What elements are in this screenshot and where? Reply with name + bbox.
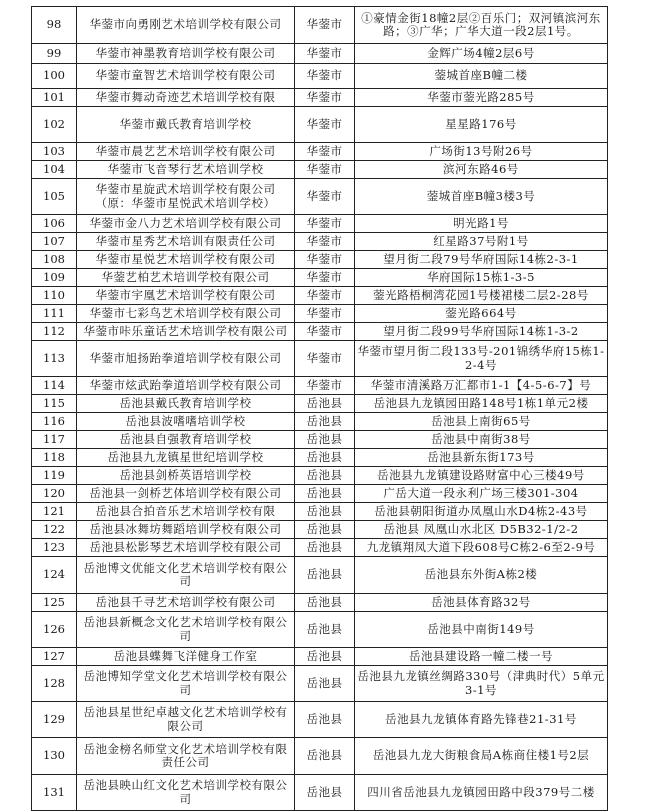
table-row — [32, 648, 608, 666]
table-row — [32, 666, 608, 702]
address: 滨河东路46号 — [355, 161, 608, 179]
institution-name: 华蓥市神墨教育培训学校有限公司 — [77, 44, 295, 64]
district: 华蓥市 — [295, 64, 355, 89]
address: 岳池县中南街149号 — [355, 612, 608, 648]
row-number: 100 — [32, 64, 77, 89]
row-number: 98 — [32, 7, 77, 44]
address: 望月街二段79号华府国际14栋2-3-1 — [355, 251, 608, 269]
institution-name: 岳池县合拍音乐艺术培训学校有限 — [77, 503, 295, 521]
address: 华蓥市蓥光路285号 — [355, 89, 608, 107]
address: 岳池县九龙镇建设路财富中心三楼49号 — [355, 467, 608, 485]
row-number: 130 — [32, 738, 77, 775]
address: 星星路176号 — [355, 107, 608, 143]
institution-name: 岳池金榜名师堂文化艺术培训学校有限责任公司 — [77, 738, 295, 775]
address: 岳池县九龙大街粮食局A栋商住楼1号2层 — [355, 738, 608, 775]
address: 华蓥市清溪路万汇都市1-1【4-5-6-7】号 — [355, 377, 608, 395]
row-number: 121 — [32, 503, 77, 521]
address: 蓥光路664号 — [355, 305, 608, 323]
address: 岳池县东外街A栋2楼 — [355, 557, 608, 594]
table-row — [32, 485, 608, 503]
institution-name: 华蓥市星悦艺术培训学校有限公司 — [77, 251, 295, 269]
institution-name: 华蓥市旭扬跆拳道培训学校有限公司 — [77, 341, 295, 377]
row-number: 101 — [32, 89, 77, 107]
table-row — [32, 269, 608, 287]
table-row — [32, 612, 608, 648]
district: 华蓥市 — [295, 107, 355, 143]
address: 九龙镇翔凤大道下段608号C栋2-6至2-9号 — [355, 539, 608, 557]
address: 望月街二段99号华府国际14栋1-3-2 — [355, 323, 608, 341]
district: 华蓥市 — [295, 269, 355, 287]
district: 华蓥市 — [295, 377, 355, 395]
institution-name: 华蓥市星旋武术培训学校有限公司（原：华蓥市星悦武术培训学校） — [77, 179, 295, 215]
address: 岳池县 凤凰山水北区 D5B32-1/2-2 — [355, 521, 608, 539]
row-number: 103 — [32, 143, 77, 161]
district: 岳池县 — [295, 648, 355, 666]
table-row — [32, 7, 608, 44]
row-number: 111 — [32, 305, 77, 323]
table-row — [32, 107, 608, 143]
address: 岳池县朝阳街道办凤凰山水D4栋2-43号 — [355, 503, 608, 521]
district: 岳池县 — [295, 467, 355, 485]
institution-name: 岳池博知学堂文化艺术培训学校有限公司 — [77, 666, 295, 702]
table-row — [32, 521, 608, 539]
row-number: 104 — [32, 161, 77, 179]
table-row — [32, 305, 608, 323]
district: 岳池县 — [295, 395, 355, 413]
institution-name: 华蓥市童智艺术培训学校有限公司 — [77, 64, 295, 89]
district: 华蓥市 — [295, 161, 355, 179]
institution-name: 华蓥艺柏艺术培训学校有限公司 — [77, 269, 295, 287]
address: 岳池县新东街173号 — [355, 449, 608, 467]
institution-name: 岳池县星世纪卓越文化艺术培训学校有限公司 — [77, 702, 295, 738]
address: 蓥光路梧桐湾花园1号楼裙楼二层2-28号 — [355, 287, 608, 305]
institution-name: 岳池县映山红文化艺术培训学校有限公司 — [77, 775, 295, 811]
district: 华蓥市 — [295, 323, 355, 341]
institution-name: 岳池县松影琴艺术培训学校有限公司 — [77, 539, 295, 557]
row-number: 114 — [32, 377, 77, 395]
row-number: 106 — [32, 215, 77, 233]
institution-name: 华蓥市宇凰艺术培训学校有限公司 — [77, 287, 295, 305]
institution-name: 岳池县戴氏教育培训学校 — [77, 395, 295, 413]
row-number: 127 — [32, 648, 77, 666]
institution-name: 华蓥市舞动奇迹艺术培训学校有限 — [77, 89, 295, 107]
institution-name: 华蓥市向勇刚艺术培训学校有限公司 — [77, 7, 295, 44]
table-row — [32, 377, 608, 395]
institution-name: 华蓥市晨艺艺术培训学校有限公司 — [77, 143, 295, 161]
institution-name: 华蓥市炫武跆拳道培训学校有限公司 — [77, 377, 295, 395]
address: 华蓥市望月街二段133号-201锦绣华府15栋1-2-4号 — [355, 341, 608, 377]
row-number: 113 — [32, 341, 77, 377]
row-number: 120 — [32, 485, 77, 503]
table-row — [32, 179, 608, 215]
row-number: 109 — [32, 269, 77, 287]
district: 岳池县 — [295, 485, 355, 503]
institution-name: 岳池县剑桥英语培训学校 — [77, 467, 295, 485]
row-number: 122 — [32, 521, 77, 539]
district: 岳池县 — [295, 449, 355, 467]
district: 华蓥市 — [295, 179, 355, 215]
address: 明光路1号 — [355, 215, 608, 233]
table-row — [32, 251, 608, 269]
district: 华蓥市 — [295, 215, 355, 233]
institution-table-body — [32, 7, 608, 811]
address: 岳池县体育路32号 — [355, 594, 608, 612]
address: 岳池县中南街38号 — [355, 431, 608, 449]
institution-name: 华蓥市飞音琴行艺术培训学校 — [77, 161, 295, 179]
district: 岳池县 — [295, 557, 355, 594]
table-row — [32, 143, 608, 161]
row-number: 115 — [32, 395, 77, 413]
table-row — [32, 738, 608, 775]
address: 蓥城首座B幢3楼3号 — [355, 179, 608, 215]
district: 华蓥市 — [295, 233, 355, 251]
table-row — [32, 775, 608, 811]
district: 岳池县 — [295, 521, 355, 539]
row-number: 131 — [32, 775, 77, 811]
address: 金辉广场4幢2层6号 — [355, 44, 608, 64]
row-number: 118 — [32, 449, 77, 467]
district: 岳池县 — [295, 775, 355, 811]
table-row — [32, 449, 608, 467]
institution-name: 岳池县冰舞坊舞蹈培训学校有限公司 — [77, 521, 295, 539]
row-number: 110 — [32, 287, 77, 305]
institution-name: 岳池县一剑桥艺体培训学校有限公司 — [77, 485, 295, 503]
district: 华蓥市 — [295, 44, 355, 64]
district: 华蓥市 — [295, 89, 355, 107]
table-row — [32, 44, 608, 64]
district: 岳池县 — [295, 594, 355, 612]
institution-name: 岳池县自强教育培训学校 — [77, 431, 295, 449]
district: 岳池县 — [295, 702, 355, 738]
row-number: 102 — [32, 107, 77, 143]
institution-name: 岳池县千寻艺术培训学校有限公司 — [77, 594, 295, 612]
institution-name: 华蓥市星秀艺术培训有限责任公司 — [77, 233, 295, 251]
institution-name: 华蓥市七彩鸟艺术培训学校有限公司 — [77, 305, 295, 323]
address: ①豪情金街18幢2层②百乐门；双河镇滨河东路；③广华；广华大道一段2层1号。 — [355, 7, 608, 44]
district: 岳池县 — [295, 431, 355, 449]
district: 岳池县 — [295, 738, 355, 775]
address: 华府国际15栋1-3-5 — [355, 269, 608, 287]
row-number: 108 — [32, 251, 77, 269]
table-row — [32, 395, 608, 413]
table-row — [32, 557, 608, 594]
table-row — [32, 702, 608, 738]
row-number: 116 — [32, 413, 77, 431]
institution-name: 岳池县蝶舞飞洋健身工作室 — [77, 648, 295, 666]
row-number: 119 — [32, 467, 77, 485]
row-number: 129 — [32, 702, 77, 738]
district: 岳池县 — [295, 666, 355, 702]
address: 岳池县九龙镇丝绸路330号（津典时代）5单元3-1号 — [355, 666, 608, 702]
row-number: 124 — [32, 557, 77, 594]
institution-table — [31, 6, 608, 811]
row-number: 126 — [32, 612, 77, 648]
table-row — [32, 594, 608, 612]
table-row — [32, 89, 608, 107]
address: 岳池县九龙镇园田路148号1栋1单元2楼 — [355, 395, 608, 413]
institution-name: 华蓥市戴氏教育培训学校 — [77, 107, 295, 143]
table-row — [32, 341, 608, 377]
address: 四川省岳池县九龙镇园田路中段379号二楼 — [355, 775, 608, 811]
institution-name: 岳池县新概念文化艺术培训学校有限公司 — [77, 612, 295, 648]
address: 广场街13号附26号 — [355, 143, 608, 161]
district: 华蓥市 — [295, 7, 355, 44]
district: 岳池县 — [295, 612, 355, 648]
district: 华蓥市 — [295, 305, 355, 323]
row-number: 117 — [32, 431, 77, 449]
table-row — [32, 413, 608, 431]
address: 岳池县上南街65号 — [355, 413, 608, 431]
table-row — [32, 431, 608, 449]
address: 岳池县建设路一幢二楼一号 — [355, 648, 608, 666]
table-row — [32, 233, 608, 251]
table-row — [32, 161, 608, 179]
institution-name: 华蓥市咔乐童话艺术培训学校有限公司 — [77, 323, 295, 341]
row-number: 107 — [32, 233, 77, 251]
institution-name: 岳池县波嗜嗜培训学校 — [77, 413, 295, 431]
district: 华蓥市 — [295, 341, 355, 377]
table-row — [32, 539, 608, 557]
table-row — [32, 467, 608, 485]
district: 岳池县 — [295, 503, 355, 521]
district: 华蓥市 — [295, 287, 355, 305]
district: 岳池县 — [295, 413, 355, 431]
district: 华蓥市 — [295, 143, 355, 161]
row-number: 112 — [32, 323, 77, 341]
address: 广岳大道一段永利广场三楼301-304 — [355, 485, 608, 503]
table-row — [32, 323, 608, 341]
table-row — [32, 64, 608, 89]
district: 华蓥市 — [295, 251, 355, 269]
address: 红星路37号附1号 — [355, 233, 608, 251]
row-number: 99 — [32, 44, 77, 64]
row-number: 125 — [32, 594, 77, 612]
institution-name: 岳池县九龙镇星世纪培训学校 — [77, 449, 295, 467]
table-row — [32, 503, 608, 521]
row-number: 128 — [32, 666, 77, 702]
table-row — [32, 215, 608, 233]
row-number: 105 — [32, 179, 77, 215]
table-row — [32, 287, 608, 305]
row-number: 123 — [32, 539, 77, 557]
institution-name: 华蓥市金八力艺术培训学校有限公司 — [77, 215, 295, 233]
institution-name: 岳池博文优能文化艺术培训学校有限公司 — [77, 557, 295, 594]
district: 岳池县 — [295, 539, 355, 557]
address: 岳池县九龙镇体育路先锋巷21-31号 — [355, 702, 608, 738]
address: 蓥城首座B幢二楼 — [355, 64, 608, 89]
